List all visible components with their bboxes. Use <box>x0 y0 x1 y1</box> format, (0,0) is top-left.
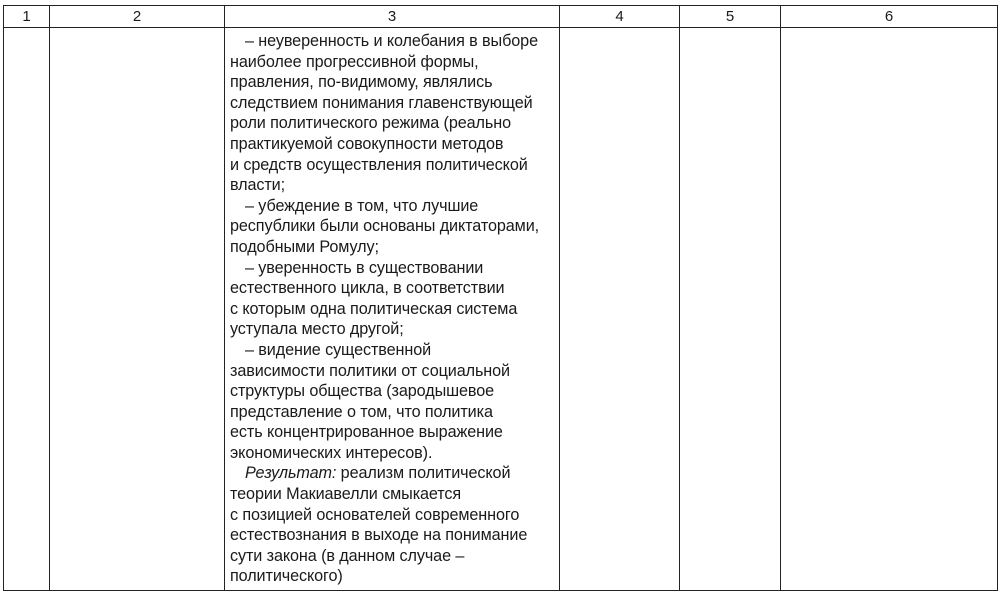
text-line: – уверенность в существовании <box>245 258 484 277</box>
text-line: роли политического режима (реально <box>230 114 511 133</box>
text-line: теории Макиавелли смыкается <box>230 485 462 504</box>
text-line: уступала место другой; <box>230 320 404 339</box>
text-line: экономических интересов). <box>230 443 433 462</box>
cell-col-3 <box>225 28 560 591</box>
text-line: с позицией основателей современного <box>230 505 520 524</box>
text-line: подобными Ромулу; <box>230 237 379 256</box>
text-line: – неуверенность и колебания в выборе <box>245 32 538 50</box>
text-line: естествознания в выходе на понимание <box>230 526 528 545</box>
column-header-3: 3 <box>225 6 560 28</box>
text-line: с которым одна политическая система <box>230 299 518 318</box>
column-header-2: 2 <box>50 6 225 28</box>
cell-col-5 <box>680 28 781 591</box>
cell-col-1 <box>4 28 50 591</box>
cell-col-3-text <box>225 28 559 587</box>
cell-col-2 <box>50 28 225 591</box>
text-line: структуры общества (зародышевое <box>230 382 495 401</box>
text-line: и средств осуществления политической <box>230 155 528 174</box>
text-line: практикуемой совокупности методов <box>230 134 504 153</box>
text-line: власти; <box>230 176 286 195</box>
column-header-4: 4 <box>560 6 680 28</box>
text-line: естественного цикла, в соответствии <box>230 279 505 298</box>
text-line: сути закона (в данном случае – <box>230 546 465 565</box>
text-line: представление о том, что политика <box>230 402 493 421</box>
cell-col-6 <box>781 28 998 591</box>
text-line: следствием понимания главенствующей <box>230 93 533 112</box>
text-line: политического) <box>230 567 343 586</box>
text-line: – видение существенной <box>245 340 432 359</box>
column-header-6: 6 <box>781 6 998 28</box>
result-line: Результат: реализм политической <box>245 464 511 483</box>
text-line: правления, по-видимому, являлись <box>230 73 493 92</box>
text-line: есть концентрированное выражение <box>230 423 503 442</box>
cell-col-4 <box>560 28 680 591</box>
header-row <box>4 6 998 28</box>
content-table <box>3 5 998 591</box>
text-line: наиболее прогрессивной формы, <box>230 52 479 71</box>
table-row <box>4 28 998 591</box>
text-line: – убеждение в том, что лучшие <box>245 196 479 215</box>
text-line: республики были основаны диктаторами, <box>230 217 540 236</box>
column-header-5: 5 <box>680 6 781 28</box>
text-line: зависимости политики от социальной <box>230 361 510 380</box>
column-header-1: 1 <box>4 6 50 28</box>
